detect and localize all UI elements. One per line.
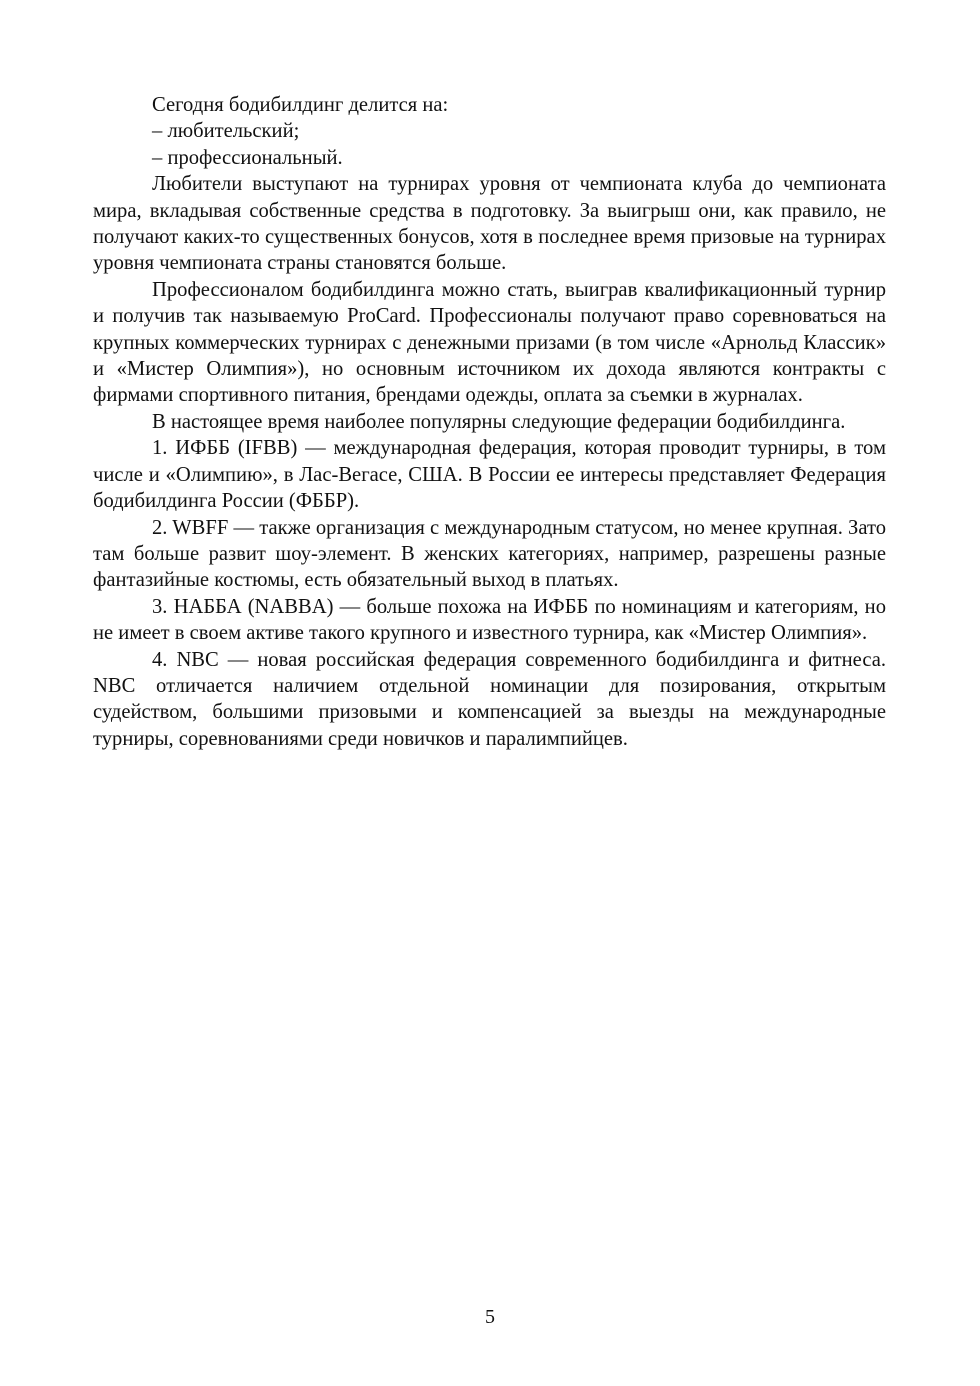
paragraph-nabba: 3. НАББА (NABBA) — больше похожа на ИФББ по номинациям и категориям, но не имеет в своем активе такого крупного и известного турнира, как «Мистер Олимпия». bbox=[93, 595, 886, 645]
intro-line: Сегодня бодибилдинг делится на: bbox=[152, 94, 449, 116]
paragraph-federations-intro: В настоящее время наиболее популярны следующие федерации бодибилдинга. bbox=[152, 410, 846, 433]
paragraph-nbc: 4. NBC — новая российская федерация современного бодибилдинга и фитнеса. NBC отличается наличием отдельной номинации для позирования, открытым судейством, большими призовыми и компенсацией за выезды на международные турниры, соревнованиями среди новичков и паралимпийцев. bbox=[93, 648, 886, 750]
paragraph-ifbb: 1. ИФББ (IFBB) — международная федерация, которая проводит турниры, в том числе и «Олимпию», в Лас-Вегасе, США. В России ее интересы представляет Федерация бодибилдинга России (ФББР). bbox=[93, 437, 886, 513]
page-number: 5 bbox=[485, 1306, 495, 1328]
paragraph-professionals: Профессионалом бодибилдинга можно стать, выиграв квалификационный турнир и получив так называемую ProCard. Профессионалы получают право соревноваться на крупных коммерческих турнирах с денежными призами (в том числе «Арнольд Классик» и «Мистер Олимпия»), но основным источником их дохода являются контракты с фирмами спортивного питания, брендами одежды, оплата за съемки в журналах. bbox=[93, 278, 886, 407]
list-item: – любительский; bbox=[152, 120, 300, 143]
body-text bbox=[93, 92, 886, 752]
paragraph-amateurs: Любители выступают на турнирах уровня от чемпионата клуба до чемпионата мира, вкладывая собственные средства в подготовку. За выигрыш они, как правило, не получают каких-то существенных бонусов, хотя в последнее время призовые на турнирах уровня чемпионата страны становятся больше. bbox=[93, 173, 886, 275]
paragraph-wbff: 2. WBFF — также организация с международным статусом, но менее крупная. Зато там больше развит шоу-элемент. В женских категориях, например, разрешены разные фантазийные костюмы, есть обязательный выход в платьях. bbox=[93, 516, 886, 592]
list-item: – профессиональный. bbox=[152, 146, 343, 169]
